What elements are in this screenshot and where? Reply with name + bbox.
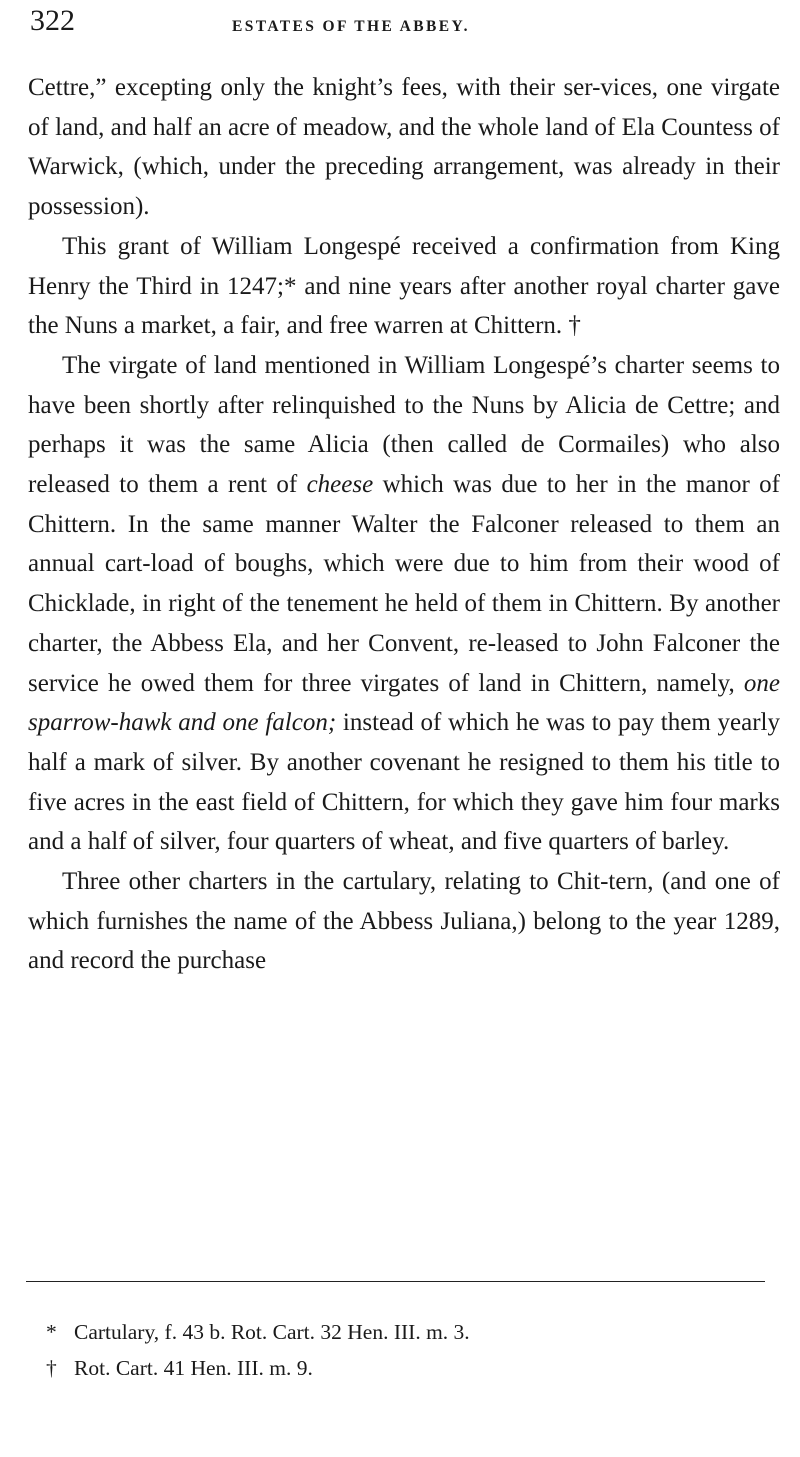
footnote-mark: † <box>46 1356 57 1380</box>
text-segment: The virgate of land mentioned in William Longespé’s charter seems to have been shortly after relinquished to the Nuns by Alicia de Cettre; and perhaps it was the same Alicia (then called de Cormailes) who also released to them a rent of <box>28 351 780 499</box>
italic-text: one sparrow-hawk and one falcon; <box>28 669 780 737</box>
footnote-rule <box>26 1281 765 1282</box>
paragraph <box>28 346 780 862</box>
body-text <box>28 68 780 981</box>
footnote-text: Rot. Cart. 41 Hen. III. m. 9. <box>74 1356 313 1380</box>
paragraph <box>28 862 780 981</box>
footnote <box>46 1314 746 1350</box>
text-segment: Three other charters in the cartulary, relating to Chit-tern, (and one of which furnishes the name of the Abbess Juliana,) belong to the year 1289, and record the purchase <box>28 868 780 975</box>
paragraph <box>28 68 780 227</box>
text-segment: Cettre,” excepting only the knight’s fees, with their ser-vices, one virgate of land, and half an acre of meadow, and the whole land of Ela Countess of Warwick, (which, under the preceding arrangement, was already in their possession). <box>28 74 780 221</box>
footnote-text: Cartulary, f. 43 b. Rot. Cart. 32 Hen. III. m. 3. <box>74 1320 470 1344</box>
text-segment: This grant of William Longespé received a confirmation from King Henry the Third in 1247;* and nine years after another royal charter gave the Nuns a market, a fair, and free warren at Chittern. † <box>28 232 780 340</box>
footnote-mark: * <box>46 1320 57 1344</box>
italic-text: cheese <box>306 471 374 499</box>
paragraph <box>28 227 780 346</box>
footnotes <box>46 1314 746 1386</box>
running-head <box>26 4 786 44</box>
running-title: ESTATES OF THE ABBEY. <box>232 18 470 35</box>
text-segment: instead of which he was to pay them yearly half a mark of silver. By another covenant he resigned to them his title to five acres in the east field of Chittern, for which they gave him four marks and a half of silver, four quarters of wheat, and five quarters of barley. <box>28 709 780 856</box>
footnote <box>46 1350 746 1386</box>
text-segment: which was due to her in the manor of Chittern. In the same manner Walter the Falconer released to them an annual cart-load of boughs, which were due to him from their wood of Chicklade, in right of the tenement he held of them in Chittern. By another charter, the Abbess Ela, and her Convent, re-leased to John Falconer the service he owed them for three virgates of land in Chittern, namely, <box>28 471 781 697</box>
page-number: 322 <box>30 4 75 37</box>
